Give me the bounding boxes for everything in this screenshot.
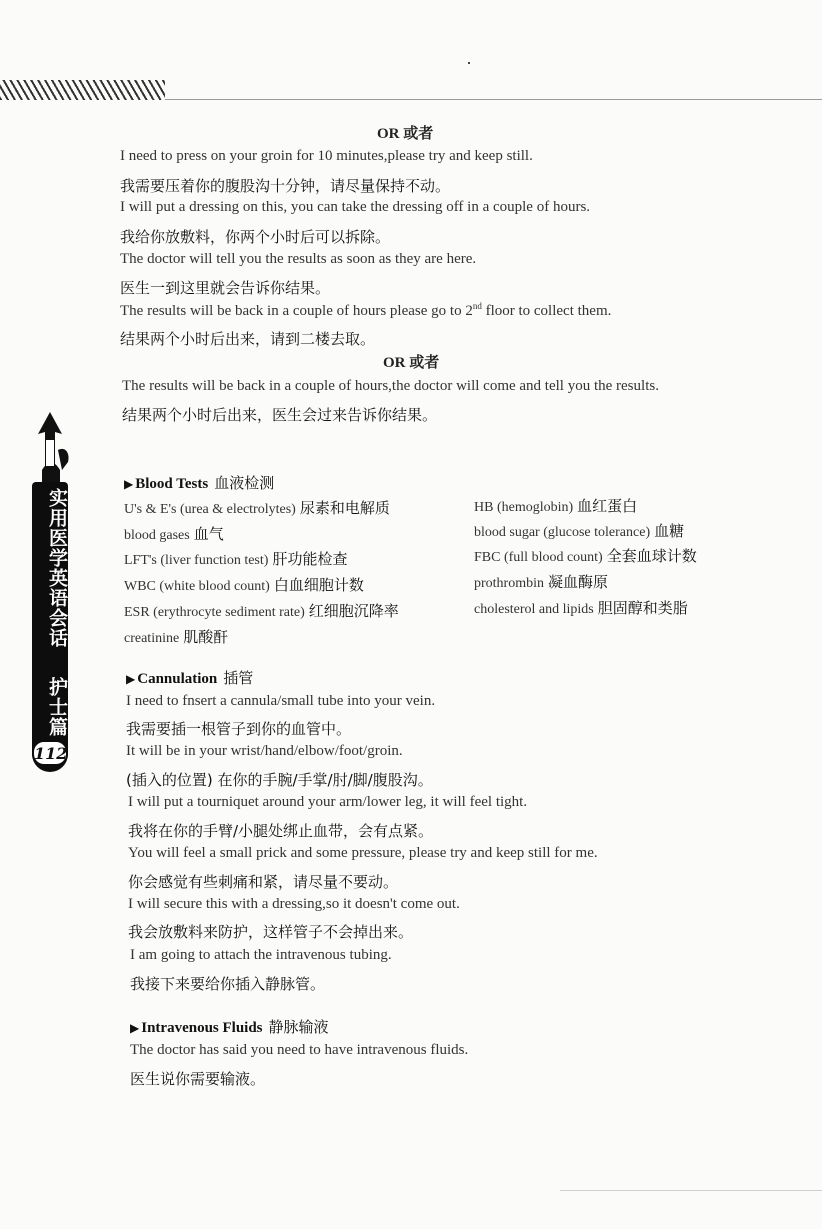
term-cn: 凝血酶原 (548, 573, 609, 591)
term-item (124, 548, 347, 569)
term-cn: 尿素和电解质 (299, 499, 390, 517)
term-cn: 血糖 (654, 522, 685, 540)
sentence-cn: 我接下来要给你插入静脉管。 (130, 975, 326, 993)
section-heading-cannulation (126, 667, 253, 688)
header-rule (165, 99, 822, 100)
sentence-cn: 我需要压着你的腹股沟十分钟，请尽量保持不动。 (120, 177, 451, 195)
triangle-bullet-icon: ▶ (126, 672, 136, 686)
sentence-en (120, 301, 611, 320)
sentence-en: I am going to attach the intravenous tubing. (130, 947, 392, 963)
book-subtitle: 护士篇 (46, 677, 68, 737)
triangle-bullet-icon: ▶ (124, 477, 134, 491)
pencil-arrow-icon (28, 410, 72, 490)
term-en: blood sugar (glucose tolerance) (474, 525, 651, 540)
sentence-en: I will put a tourniquet around your arm/lower leg, it will feel tight. (128, 794, 528, 810)
footer-rule (560, 1190, 822, 1191)
side-tab (28, 410, 72, 790)
sentence-en: You will feel a small prick and some pressure, please try and keep still for me. (128, 845, 598, 861)
superscript: nd (472, 301, 482, 311)
term-cn: 血气 (193, 525, 224, 543)
term-en: ESR (erythrocyte sediment rate) (124, 605, 305, 620)
term-item (474, 545, 697, 566)
book-title: 实用医学英语会话 (46, 488, 68, 648)
term-cn: 全套血球计数 (606, 547, 697, 565)
heading-en: Intravenous Fluids (141, 1020, 263, 1036)
term-cn: 红细胞沉降率 (308, 602, 399, 620)
header-hatch-decoration (0, 80, 165, 100)
term-en: blood gases (124, 528, 190, 543)
sentence-en: The results will be back in a couple of hours,the doctor will come and tell you the results. (122, 378, 659, 394)
page-speck (468, 62, 470, 64)
heading-cn: 插管 (223, 669, 254, 687)
term-cn: 肌酸酐 (183, 628, 229, 646)
section-heading-iv-fluids (130, 1016, 329, 1037)
sentence-en: I need to press on your groin for 10 minutes,please try and keep still. (120, 148, 533, 164)
sentence-cn: 我将在你的手臂/小腿处绑止血带，会有点紧。 (128, 822, 434, 840)
heading-cn: 血液检测 (214, 474, 275, 492)
term-item (124, 626, 228, 647)
term-item (474, 520, 684, 541)
or-divider-1: OR 或者 (377, 126, 434, 142)
term-item (474, 495, 637, 516)
term-cn: 白血细胞计数 (273, 576, 364, 594)
sentence-en: It will be in your wrist/hand/elbow/foot/groin. (126, 743, 403, 759)
sentence-cn: 我给你放敷料，你两个小时后可以拆除。 (120, 228, 391, 246)
or-divider-2: OR 或者 (383, 355, 440, 371)
page-number: 112 (32, 740, 68, 766)
sentence-cn: 你会感觉有些刺痛和紧，请尽量不要动。 (128, 873, 399, 891)
term-item (124, 523, 224, 544)
section-heading-blood-tests (124, 472, 274, 493)
heading-en: Cannulation (137, 671, 218, 687)
term-en: HB (hemoglobin) (474, 500, 574, 515)
term-item (474, 597, 688, 618)
term-en: LFT's (liver function test) (124, 553, 269, 568)
sentence-cn: 结果两个小时后出来，请到二楼去取。 (120, 330, 376, 348)
sentence-en: The doctor will tell you the results as soon as they are here. (120, 251, 477, 267)
sentence-en: The doctor has said you need to have intravenous fluids. (130, 1042, 469, 1058)
sentence-en: I will put a dressing on this, you can take the dressing off in a couple of hours. (120, 199, 591, 215)
sentence-cn: (插入的位置) 在你的手腕/手掌/肘/脚/腹股沟。 (126, 771, 433, 789)
sentence-cn: 医生一到这里就会告诉你结果。 (120, 279, 331, 297)
term-cn: 肝功能检查 (272, 550, 348, 568)
side-tab-bar (32, 482, 68, 772)
term-en: U's & E's (urea & electrolytes) (124, 502, 296, 517)
triangle-bullet-icon: ▶ (130, 1021, 140, 1035)
term-cn: 胆固醇和类脂 (597, 599, 688, 617)
term-cn: 血红蛋白 (577, 497, 638, 515)
term-en: cholesterol and lipids (474, 602, 594, 617)
term-item (474, 571, 608, 592)
sentence-cn: 我需要插一根管子到你的血管中。 (126, 720, 352, 738)
term-item (124, 497, 390, 518)
term-item (124, 600, 399, 621)
sentence-en-part: floor to collect them. (481, 303, 612, 319)
sentence-cn: 结果两个小时后出来，医生会过来告诉你结果。 (122, 406, 438, 424)
term-en: creatinine (124, 631, 180, 646)
term-item (124, 574, 364, 595)
sentence-en-part: The results will be back in a couple of hours please go to 2 (120, 303, 473, 319)
term-en: FBC (full blood count) (474, 550, 603, 565)
sentence-cn: 我会放敷料来防护，这样管子不会掉出来。 (128, 923, 414, 941)
heading-cn: 静脉输液 (268, 1018, 329, 1036)
term-en: prothrombin (474, 576, 544, 591)
term-en: WBC (white blood count) (124, 579, 270, 594)
heading-en: Blood Tests (135, 476, 209, 492)
sentence-en: I will secure this with a dressing,so it doesn't come out. (128, 896, 460, 912)
sentence-cn: 医生说你需要输液。 (130, 1070, 266, 1088)
sentence-en: I need to fnsert a cannula/small tube into your vein. (126, 693, 436, 709)
